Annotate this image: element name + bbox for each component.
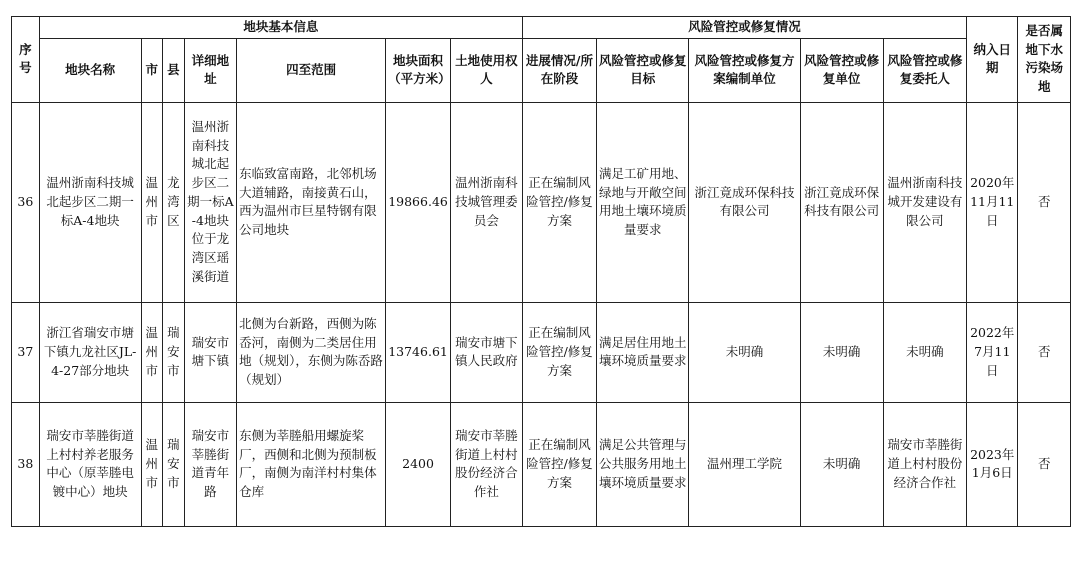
cell-progress: 正在编制风险管控/修复方案 xyxy=(522,102,596,302)
cell-seq: 37 xyxy=(12,302,40,402)
header-date: 纳入日期 xyxy=(967,17,1018,103)
cell-date: 2023年1月6日 xyxy=(967,402,1018,526)
header-progress: 进展情况/所在阶段 xyxy=(522,38,596,102)
cell-planner: 浙江竟成环保科技有限公司 xyxy=(689,102,800,302)
cell-boundary: 东临致富南路，北邻机场大道辅路，南接黄石山，西为温州市巨星特钢有限公司地块 xyxy=(237,102,386,302)
cell-date: 2020年11月11日 xyxy=(967,102,1018,302)
cell-seq: 38 xyxy=(12,402,40,526)
header-group-basic: 地块基本信息 xyxy=(39,17,522,39)
table-row xyxy=(12,102,1071,302)
cell-repair-unit: 未明确 xyxy=(800,402,883,526)
header-repair-unit: 风险管控或修复单位 xyxy=(800,38,883,102)
cell-seq: 36 xyxy=(12,102,40,302)
cell-boundary: 北侧为台新路，西侧为陈岙河，南侧为二类居住用地（规划），东侧为陈岙路（规划） xyxy=(237,302,386,402)
header-name: 地块名称 xyxy=(39,38,141,102)
cell-area: 2400 xyxy=(386,402,451,526)
cell-city: 温州市 xyxy=(141,302,163,402)
cell-client: 未明确 xyxy=(883,302,966,402)
cell-name: 浙江省瑞安市塘下镇九龙社区JL-4-27部分地块 xyxy=(39,302,141,402)
cell-target: 满足公共管理与公共服务用地土壤环境质量要求 xyxy=(596,402,689,526)
header-seq: 序号 xyxy=(12,17,40,103)
cell-county: 瑞安市 xyxy=(163,302,185,402)
header-group-risk: 风险管控或修复情况 xyxy=(522,17,966,39)
cell-target: 满足居住用地土壤环境质量要求 xyxy=(596,302,689,402)
cell-name: 瑞安市莘塍街道上村村养老服务中心（原莘塍电镀中心）地块 xyxy=(39,402,141,526)
header-owner: 土地使用权人 xyxy=(450,38,522,102)
cell-address: 瑞安市莘塍街道青年路 xyxy=(184,402,236,526)
cell-address: 瑞安市塘下镇 xyxy=(184,302,236,402)
header-groundwater: 是否属地下水污染场地 xyxy=(1018,17,1071,103)
cell-groundwater: 否 xyxy=(1018,302,1071,402)
cell-repair-unit: 浙江竟成环保科技有限公司 xyxy=(800,102,883,302)
cell-repair-unit: 未明确 xyxy=(800,302,883,402)
cell-client: 瑞安市莘塍街道上村村股份经济合作社 xyxy=(883,402,966,526)
cell-owner: 瑞安市莘塍街道上村村股份经济合作社 xyxy=(450,402,522,526)
cell-boundary: 东侧为莘塍船用螺旋桨厂，西侧和北侧为预制板厂，南侧为南洋村村集体仓库 xyxy=(237,402,386,526)
cell-area: 19866.46 xyxy=(386,102,451,302)
header-city: 市 xyxy=(141,38,163,102)
cell-progress: 正在编制风险管控/修复方案 xyxy=(522,402,596,526)
header-target: 风险管控或修复目标 xyxy=(596,38,689,102)
header-area: 地块面积（平方米） xyxy=(386,38,451,102)
cell-owner: 温州浙南科技城管理委员会 xyxy=(450,102,522,302)
header-client: 风险管控或修复委托人 xyxy=(883,38,966,102)
cell-planner: 未明确 xyxy=(689,302,800,402)
cell-city: 温州市 xyxy=(141,102,163,302)
cell-owner: 瑞安市塘下镇人民政府 xyxy=(450,302,522,402)
table-row xyxy=(12,302,1071,402)
header-boundary: 四至范围 xyxy=(237,38,386,102)
cell-target: 满足工矿用地、绿地与开敞空间用地土壤环境质量要求 xyxy=(596,102,689,302)
header-address: 详细地址 xyxy=(184,38,236,102)
cell-planner: 温州理工学院 xyxy=(689,402,800,526)
header-planner: 风险管控或修复方案编制单位 xyxy=(689,38,800,102)
cell-progress: 正在编制风险管控/修复方案 xyxy=(522,302,596,402)
header-county: 县 xyxy=(163,38,185,102)
cell-date: 2022年7月11日 xyxy=(967,302,1018,402)
cell-client: 温州浙南科技城开发建设有限公司 xyxy=(883,102,966,302)
cell-county: 龙湾区 xyxy=(163,102,185,302)
cell-city: 温州市 xyxy=(141,402,163,526)
cell-address: 温州浙南科技城北起步区二期一标A-4地块位于龙湾区瑶溪街道 xyxy=(184,102,236,302)
cell-groundwater: 否 xyxy=(1018,402,1071,526)
contaminated-site-table xyxy=(11,16,1071,527)
table-row xyxy=(12,402,1071,526)
cell-area: 13746.61 xyxy=(386,302,451,402)
cell-groundwater: 否 xyxy=(1018,102,1071,302)
cell-name: 温州浙南科技城北起步区二期一标A-4地块 xyxy=(39,102,141,302)
cell-county: 瑞安市 xyxy=(163,402,185,526)
